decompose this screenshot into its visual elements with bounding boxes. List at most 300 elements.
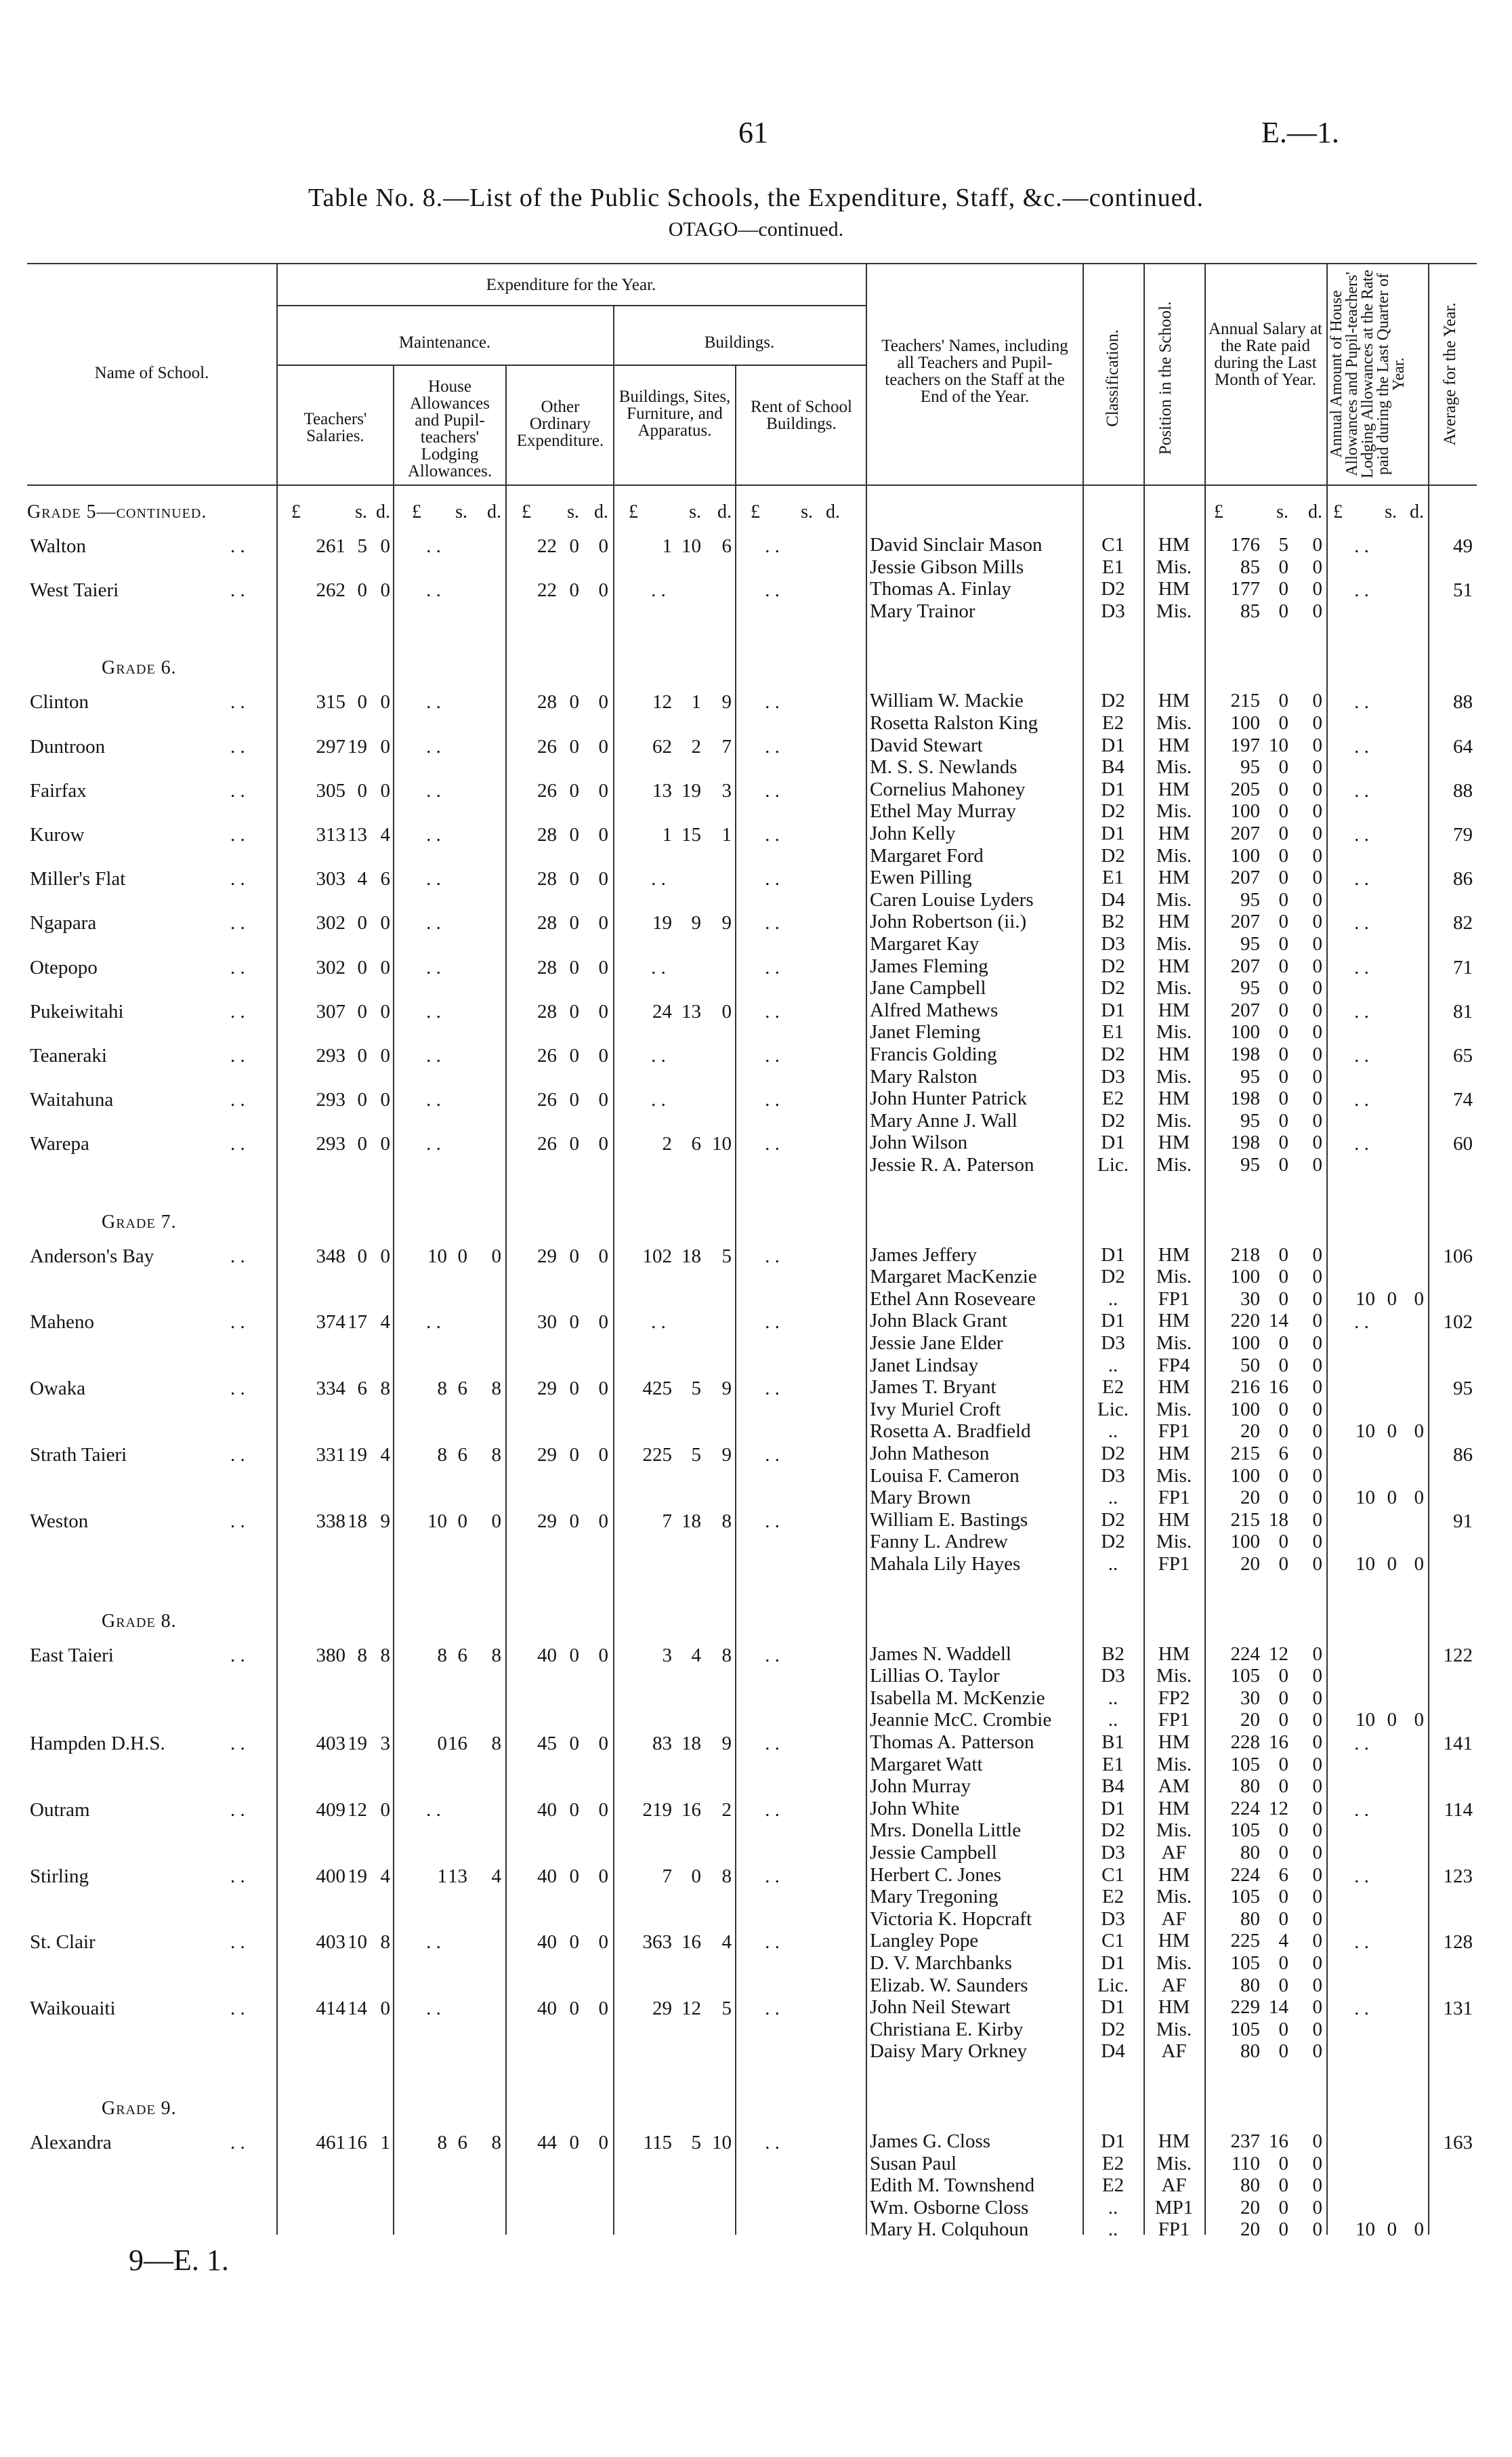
teacher-name: Isabella M. McKenzie (870, 1687, 1045, 1709)
leader-dots: . . (230, 1245, 245, 1267)
house-allowance-pounds: 10 (427, 1245, 447, 1267)
teachers-salary-pence: 0 (380, 779, 390, 802)
leader-dots: . . (230, 1931, 245, 1954)
teacher-salary-pounds: 100 (1230, 1021, 1260, 1044)
teachers-salary-pounds: 261 (316, 535, 345, 557)
allowance-empty: . . (1354, 1133, 1369, 1155)
teachers-salary-shillings: 0 (357, 1133, 367, 1155)
buildings-expenditure-pounds: 425 (642, 1378, 672, 1400)
rent-empty: . . (765, 1798, 780, 1821)
leader-dots: . . (230, 824, 245, 846)
school-name: Warepa (30, 1133, 89, 1155)
col-rule (1326, 263, 1328, 2235)
teacher-salary-shillings: 0 (1278, 999, 1288, 1021)
teacher-salary-pounds: 80 (1240, 2040, 1260, 2063)
teacher-position: HM (1158, 2130, 1190, 2152)
teacher-position: HM (1158, 1930, 1190, 1952)
teacher-classification: D1 (1101, 1952, 1125, 1974)
house-allowance-pence: 8 (491, 2132, 501, 2153)
buildings-expenditure-pounds: 1 (662, 535, 672, 557)
teachers-salary-pounds: 315 (316, 691, 345, 714)
other-expenditure-pounds: 29 (537, 1245, 557, 1267)
teacher-allowance-shillings: 0 (1387, 1709, 1397, 1731)
other-expenditure-shillings: 0 (569, 1865, 579, 1887)
teacher-classification: D2 (1101, 977, 1125, 999)
teacher-salary-shillings: 0 (1278, 1665, 1288, 1687)
other-expenditure-pence: 0 (598, 1133, 608, 1155)
teacher-salary-pence: 0 (1312, 1753, 1322, 1775)
expenditure-rule (276, 305, 866, 306)
teacher-salary-pounds: 225 (1230, 1930, 1260, 1952)
buildings-expenditure-shillings: 5 (691, 1378, 701, 1400)
teacher-classification: D2 (1101, 955, 1125, 977)
average-attendance: 65 (1453, 1045, 1473, 1067)
teacher-salary-shillings: 0 (1278, 2018, 1288, 2040)
teacher-classification: D1 (1101, 1996, 1125, 2019)
teacher-salary-pence: 0 (1312, 1332, 1322, 1354)
other-expenditure-pounds: 26 (537, 1089, 557, 1111)
house-allowance-pounds: 10 (427, 1510, 447, 1532)
teacher-name: William W. Mackie (870, 690, 1024, 712)
teacher-salary-pence: 0 (1312, 1731, 1322, 1753)
teacher-classification: .. (1108, 1709, 1118, 1731)
teacher-position: FP1 (1158, 1553, 1190, 1575)
teacher-salary-shillings: 0 (1278, 1109, 1288, 1132)
allowance-empty: . . (1354, 1089, 1369, 1111)
other-expenditure-pence: 0 (598, 1000, 608, 1023)
teacher-name: John Neil Stewart (870, 1996, 1011, 2019)
table-subtitle: OTAGO—continued. (668, 218, 844, 241)
teacher-position: FP1 (1158, 1487, 1190, 1509)
allowance-empty: . . (1354, 1045, 1369, 1067)
teacher-name: Lillias O. Taylor (870, 1665, 1000, 1687)
other-expenditure-pounds: 40 (537, 1931, 557, 1954)
teachers-salary-pence: 0 (380, 1245, 390, 1267)
buildings-expenditure-shillings: 18 (681, 1510, 701, 1532)
teacher-salary-shillings: 0 (1278, 1709, 1288, 1731)
average-attendance: 114 (1444, 1798, 1473, 1821)
other-expenditure-pence: 0 (598, 1089, 608, 1111)
teachers-salary-pounds: 461 (316, 2132, 345, 2153)
teacher-name: Rosetta Ralston King (870, 712, 1038, 734)
other-expenditure-shillings: 0 (569, 1089, 579, 1111)
unit-pence: d. (376, 501, 390, 522)
teacher-salary-shillings: 0 (1278, 2152, 1288, 2174)
teacher-salary-shillings: 0 (1278, 1952, 1288, 1974)
teacher-position: HM (1158, 1863, 1190, 1886)
teacher-salary-shillings: 16 (1269, 1731, 1288, 1753)
teacher-salary-pounds: 110 (1231, 2152, 1260, 2174)
school-name: Miller's Flat (30, 868, 126, 890)
teacher-salary-pounds: 100 (1230, 800, 1260, 823)
house-allowance-pence: 4 (491, 1865, 501, 1887)
teacher-name: Caren Louise Lyders (870, 888, 1034, 911)
grade-label: Grade 9. (102, 2098, 177, 2119)
house-allowance-empty: . . (426, 1133, 441, 1155)
teacher-salary-pence: 0 (1312, 867, 1322, 889)
teachers-salary-pence: 0 (380, 1998, 390, 2020)
school-name: St. Clair (30, 1931, 96, 1954)
teacher-salary-pence: 0 (1312, 734, 1322, 756)
table-top-rule (27, 263, 1477, 264)
teacher-classification: D1 (1101, 2130, 1125, 2152)
other-expenditure-shillings: 0 (569, 1311, 579, 1334)
teachers-salary-pence: 6 (380, 868, 390, 890)
other-expenditure-shillings: 0 (569, 1931, 579, 1954)
unit-pound: £ (1333, 501, 1343, 522)
rent-empty: . . (765, 1133, 780, 1155)
teacher-salary-pence: 0 (1312, 1842, 1322, 1863)
teacher-name: Janet Fleming (870, 1021, 981, 1044)
teacher-name: John White (870, 1797, 960, 1819)
teacher-name: Jessie Gibson Mills (870, 556, 1024, 578)
teacher-name: James N. Waddell (870, 1643, 1011, 1665)
teacher-salary-pence: 0 (1312, 1952, 1322, 1974)
teacher-allowance-shillings: 0 (1387, 1487, 1397, 1509)
teachers-salary-shillings: 0 (357, 691, 367, 714)
average-attendance: 64 (1453, 735, 1473, 758)
rent-empty: . . (765, 1510, 780, 1532)
teacher-position: FP4 (1158, 1354, 1190, 1376)
teacher-salary-shillings: 16 (1269, 1376, 1288, 1399)
teacher-salary-shillings: 0 (1278, 1753, 1288, 1775)
teacher-salary-shillings: 0 (1278, 1886, 1288, 1908)
col-rule (276, 263, 278, 2235)
teacher-salary-pence: 0 (1312, 2196, 1322, 2218)
other-expenditure-pounds: 29 (537, 1444, 557, 1466)
other-expenditure-pounds: 22 (537, 579, 557, 602)
teachers-salary-pounds: 403 (316, 1733, 345, 1754)
teachers-salary-pence: 0 (380, 1000, 390, 1023)
teacher-salary-pounds: 95 (1240, 1065, 1260, 1088)
house-allowance-empty: . . (426, 956, 441, 978)
header-buildings-sites: Buildings, Sites, Furniture, and Apparatus. (618, 388, 731, 440)
teacher-salary-shillings: 0 (1278, 2174, 1288, 2197)
leader-dots: . . (230, 868, 245, 890)
teacher-salary-shillings: 0 (1278, 1553, 1288, 1575)
house-allowance-pounds: 8 (437, 1444, 447, 1466)
teachers-salary-pence: 8 (380, 1931, 390, 1954)
teacher-position: HM (1158, 1996, 1190, 2019)
teachers-salary-pounds: 380 (316, 1644, 345, 1666)
teacher-position: Mis. (1156, 1819, 1192, 1842)
school-name: Ngapara (30, 912, 97, 934)
other-expenditure-pounds: 28 (537, 912, 557, 934)
allowance-empty: . . (1354, 1865, 1369, 1887)
other-expenditure-pence: 0 (598, 956, 608, 978)
teacher-salary-pounds: 197 (1230, 734, 1260, 756)
teachers-salary-pence: 1 (380, 2132, 390, 2153)
teacher-name: Edith M. Townshend (870, 2174, 1035, 2197)
teacher-position: Mis. (1156, 977, 1192, 999)
teacher-salary-pounds: 220 (1230, 1310, 1260, 1332)
rent-empty: . . (765, 1000, 780, 1023)
buildings-empty: . . (651, 956, 666, 978)
allowance-empty: . . (1354, 956, 1369, 978)
other-expenditure-pence: 0 (598, 1510, 608, 1532)
average-attendance: 102 (1443, 1311, 1473, 1334)
buildings-expenditure-pence: 5 (721, 1245, 732, 1267)
teacher-classification: D3 (1101, 933, 1125, 955)
teacher-salary-pounds: 198 (1230, 1088, 1260, 1110)
unit-pence: d. (826, 501, 840, 522)
teachers-salary-pounds: 338 (316, 1510, 345, 1532)
teacher-salary-pence: 0 (1312, 1243, 1322, 1266)
unit-pence: d. (1410, 501, 1424, 522)
other-expenditure-pence: 0 (598, 2132, 608, 2153)
unit-shillings: s. (689, 501, 701, 522)
unit-pence: d. (487, 501, 501, 522)
teacher-position: FP1 (1158, 1420, 1190, 1443)
other-expenditure-pence: 0 (598, 1245, 608, 1267)
house-allowance-pounds: 8 (437, 1644, 447, 1666)
teacher-salary-shillings: 0 (1278, 1487, 1288, 1509)
teacher-salary-pence: 0 (1312, 600, 1322, 622)
house-allowance-shillings: 0 (457, 1510, 467, 1532)
buildings-expenditure-shillings: 4 (691, 1644, 701, 1666)
teachers-salary-pounds: 400 (316, 1865, 345, 1887)
teacher-position: FP1 (1158, 2218, 1190, 2241)
teachers-salary-pence: 9 (380, 1510, 390, 1532)
teacher-name: Margaret Watt (870, 1753, 983, 1775)
rent-empty: . . (765, 1998, 780, 2020)
teacher-classification: D3 (1101, 1332, 1125, 1354)
unit-shillings: s. (1385, 501, 1397, 522)
teacher-name: Christiana E. Kirby (870, 2018, 1024, 2040)
teacher-name: Mahala Lily Hayes (870, 1553, 1021, 1575)
teacher-classification: D2 (1101, 690, 1125, 712)
teacher-salary-pence: 0 (1312, 1863, 1322, 1886)
house-allowance-shillings: 6 (457, 1644, 467, 1666)
teacher-salary-pounds: 95 (1240, 977, 1260, 999)
teacher-position: AF (1161, 1907, 1187, 1930)
average-attendance: 60 (1453, 1133, 1473, 1155)
teacher-salary-pence: 0 (1312, 1553, 1322, 1575)
teacher-allowance-shillings: 0 (1387, 2218, 1397, 2241)
grade-label: Grade 8. (102, 1610, 177, 1632)
other-expenditure-pounds: 30 (537, 1311, 557, 1334)
teacher-salary-pence: 0 (1312, 933, 1322, 955)
teacher-classification: E1 (1101, 1021, 1125, 1044)
teacher-classification: D2 (1101, 1508, 1125, 1531)
teacher-salary-pounds: 80 (1240, 2174, 1260, 2197)
teacher-position: AF (1161, 1842, 1187, 1863)
col-rule (866, 263, 867, 2235)
teachers-salary-pence: 0 (380, 1798, 390, 1821)
rent-empty: . . (765, 579, 780, 602)
teacher-allowance-pounds: 10 (1356, 2218, 1375, 2241)
rent-empty: . . (765, 1045, 780, 1067)
teacher-salary-pounds: 100 (1230, 1464, 1260, 1487)
buildings-expenditure-shillings: 5 (691, 1444, 701, 1466)
header-position: Position in the School. (1156, 301, 1175, 455)
teacher-salary-shillings: 0 (1278, 977, 1288, 999)
house-allowance-empty: . . (426, 691, 441, 714)
teachers-salary-pence: 0 (380, 912, 390, 934)
leader-dots: . . (230, 1865, 245, 1887)
school-name: Walton (30, 535, 87, 557)
buildings-expenditure-shillings: 0 (691, 1865, 701, 1887)
teacher-salary-pence: 0 (1312, 1398, 1322, 1420)
teacher-salary-shillings: 0 (1278, 1266, 1288, 1288)
teacher-salary-pounds: 85 (1240, 556, 1260, 578)
rent-empty: . . (765, 1931, 780, 1954)
teachers-salary-pounds: 334 (316, 1378, 345, 1400)
teacher-salary-shillings: 0 (1278, 1531, 1288, 1553)
house-allowance-pence: 8 (491, 1644, 501, 1666)
teacher-position: AF (1161, 2040, 1187, 2063)
header-expenditure: Expenditure for the Year. (486, 276, 656, 294)
teacher-salary-pounds: 216 (1230, 1376, 1260, 1399)
header-annual-salary: Annual Salary at the Rate paid during the Last Month of Year. (1208, 320, 1322, 389)
leader-dots: . . (230, 535, 245, 557)
buildings-expenditure-pounds: 29 (652, 1998, 672, 2020)
other-expenditure-shillings: 0 (569, 1733, 579, 1754)
house-allowance-pounds: 0 (437, 1733, 447, 1754)
teacher-salary-pounds: 80 (1240, 1775, 1260, 1798)
teacher-classification: D1 (1101, 1243, 1125, 1266)
allowance-empty: . . (1354, 868, 1369, 890)
teacher-name: Thomas A. Finlay (870, 578, 1011, 600)
teacher-salary-pence: 0 (1312, 999, 1322, 1021)
school-name: Outram (30, 1798, 90, 1821)
buildings-expenditure-pence: 9 (721, 912, 732, 934)
teacher-salary-pence: 0 (1312, 1487, 1322, 1509)
unit-pound: £ (751, 501, 760, 522)
teacher-position: HM (1158, 778, 1190, 800)
unit-shillings: s. (567, 501, 579, 522)
teacher-allowance-pence: 0 (1414, 2218, 1424, 2241)
teacher-salary-pence: 0 (1312, 1065, 1322, 1088)
buildings-expenditure-pounds: 62 (652, 735, 672, 758)
teacher-salary-pence: 0 (1312, 1643, 1322, 1665)
teacher-classification: .. (1108, 2218, 1118, 2241)
header-annual-allowances: Annual Amount of House Allowances and Pupil-teachers' Lodging Allowances at the Rate paid during the Last Quarter of Year. (1328, 270, 1408, 478)
teacher-salary-pounds: 100 (1230, 1266, 1260, 1288)
teachers-salary-pence: 0 (380, 956, 390, 978)
teacher-classification: C1 (1101, 534, 1125, 556)
buildings-expenditure-pounds: 13 (652, 779, 672, 802)
teacher-classification: D2 (1101, 1819, 1125, 1842)
teacher-classification: C1 (1101, 1863, 1125, 1886)
teacher-position: Mis. (1156, 1753, 1192, 1775)
teacher-salary-shillings: 5 (1278, 534, 1288, 556)
rent-empty: . . (765, 1733, 780, 1754)
teacher-salary-shillings: 0 (1278, 690, 1288, 712)
allowance-empty: . . (1354, 691, 1369, 714)
teacher-salary-shillings: 0 (1278, 1464, 1288, 1487)
teacher-salary-pence: 0 (1312, 1974, 1322, 1996)
teachers-salary-shillings: 17 (348, 1311, 367, 1334)
other-expenditure-shillings: 0 (569, 1133, 579, 1155)
buildings-expenditure-shillings: 18 (681, 1733, 701, 1754)
teacher-position: HM (1158, 1731, 1190, 1753)
school-name: East Taieri (30, 1644, 114, 1666)
average-attendance: 163 (1443, 2132, 1473, 2153)
unit-shillings: s. (355, 501, 367, 522)
other-expenditure-pounds: 40 (537, 1644, 557, 1666)
teacher-salary-pounds: 95 (1240, 756, 1260, 779)
teacher-salary-pounds: 20 (1240, 1709, 1260, 1731)
teacher-allowance-pence: 0 (1414, 1487, 1424, 1509)
average-attendance: 131 (1443, 1998, 1473, 2020)
teacher-salary-pence: 0 (1312, 911, 1322, 933)
teacher-salary-pence: 0 (1312, 1354, 1322, 1376)
teacher-position: HM (1158, 578, 1190, 600)
buildings-expenditure-pounds: 102 (642, 1245, 672, 1267)
house-allowance-pence: 0 (491, 1510, 501, 1532)
teacher-salary-pounds: 205 (1230, 778, 1260, 800)
teacher-salary-shillings: 12 (1269, 1643, 1288, 1665)
teacher-salary-shillings: 14 (1269, 1996, 1288, 2019)
teacher-position: HM (1158, 690, 1190, 712)
teacher-position: Mis. (1156, 844, 1192, 867)
teacher-name: Ethel Ann Roseveare (870, 1287, 1036, 1310)
rent-empty: . . (765, 1245, 780, 1267)
buildings-expenditure-pence: 2 (721, 1798, 732, 1821)
teacher-salary-pence: 0 (1312, 1775, 1322, 1798)
buildings-expenditure-pence: 9 (721, 1378, 732, 1400)
buildings-expenditure-pounds: 7 (662, 1510, 672, 1532)
rent-empty: . . (765, 779, 780, 802)
teachers-salary-pounds: 409 (316, 1798, 345, 1821)
teachers-salary-pounds: 293 (316, 1133, 345, 1155)
teacher-salary-pounds: 105 (1230, 1753, 1260, 1775)
teacher-name: Jessie Jane Elder (870, 1332, 1003, 1354)
teacher-position: HM (1158, 1643, 1190, 1665)
teacher-position: HM (1158, 1044, 1190, 1065)
teachers-salary-shillings: 0 (357, 1045, 367, 1067)
unit-pence: d. (594, 501, 608, 522)
average-attendance: 123 (1443, 1865, 1473, 1887)
teacher-salary-pounds: 20 (1240, 1487, 1260, 1509)
buildings-expenditure-pounds: 3 (662, 1644, 672, 1666)
teacher-salary-pence: 0 (1312, 1907, 1322, 1930)
buildings-expenditure-shillings: 12 (681, 1998, 701, 2020)
school-name: Owaka (30, 1378, 86, 1400)
teacher-salary-pounds: 95 (1240, 933, 1260, 955)
average-attendance: 88 (1453, 779, 1473, 802)
house-allowance-empty: . . (426, 868, 441, 890)
teacher-name: Ewen Pilling (870, 867, 972, 889)
leader-dots: . . (230, 1045, 245, 1067)
rent-empty: . . (765, 1378, 780, 1400)
teacher-position: HM (1158, 911, 1190, 933)
teachers-salary-pounds: 297 (316, 735, 345, 758)
teacher-salary-shillings: 0 (1278, 2196, 1288, 2218)
teacher-salary-shillings: 0 (1278, 578, 1288, 600)
teacher-position: Mis. (1156, 1398, 1192, 1420)
teachers-salary-shillings: 14 (348, 1998, 367, 2020)
teacher-classification: E1 (1101, 867, 1125, 889)
teacher-classification: E1 (1101, 1753, 1125, 1775)
header-classification: Classification. (1104, 329, 1122, 427)
teacher-salary-shillings: 0 (1278, 1354, 1288, 1376)
average-attendance: 49 (1453, 535, 1473, 557)
teacher-salary-pounds: 177 (1230, 578, 1260, 600)
teacher-salary-pounds: 207 (1230, 999, 1260, 1021)
rent-empty: . . (765, 1644, 780, 1666)
teacher-classification: B4 (1101, 1775, 1125, 1798)
other-expenditure-pounds: 40 (537, 1798, 557, 1821)
teacher-classification: B1 (1101, 1731, 1125, 1753)
teacher-salary-pounds: 224 (1230, 1643, 1260, 1665)
other-expenditure-shillings: 0 (569, 1045, 579, 1067)
teacher-position: FP2 (1158, 1687, 1190, 1709)
teacher-salary-pounds: 80 (1240, 1907, 1260, 1930)
teacher-salary-shillings: 0 (1278, 2218, 1288, 2241)
teachers-salary-shillings: 5 (357, 535, 367, 557)
